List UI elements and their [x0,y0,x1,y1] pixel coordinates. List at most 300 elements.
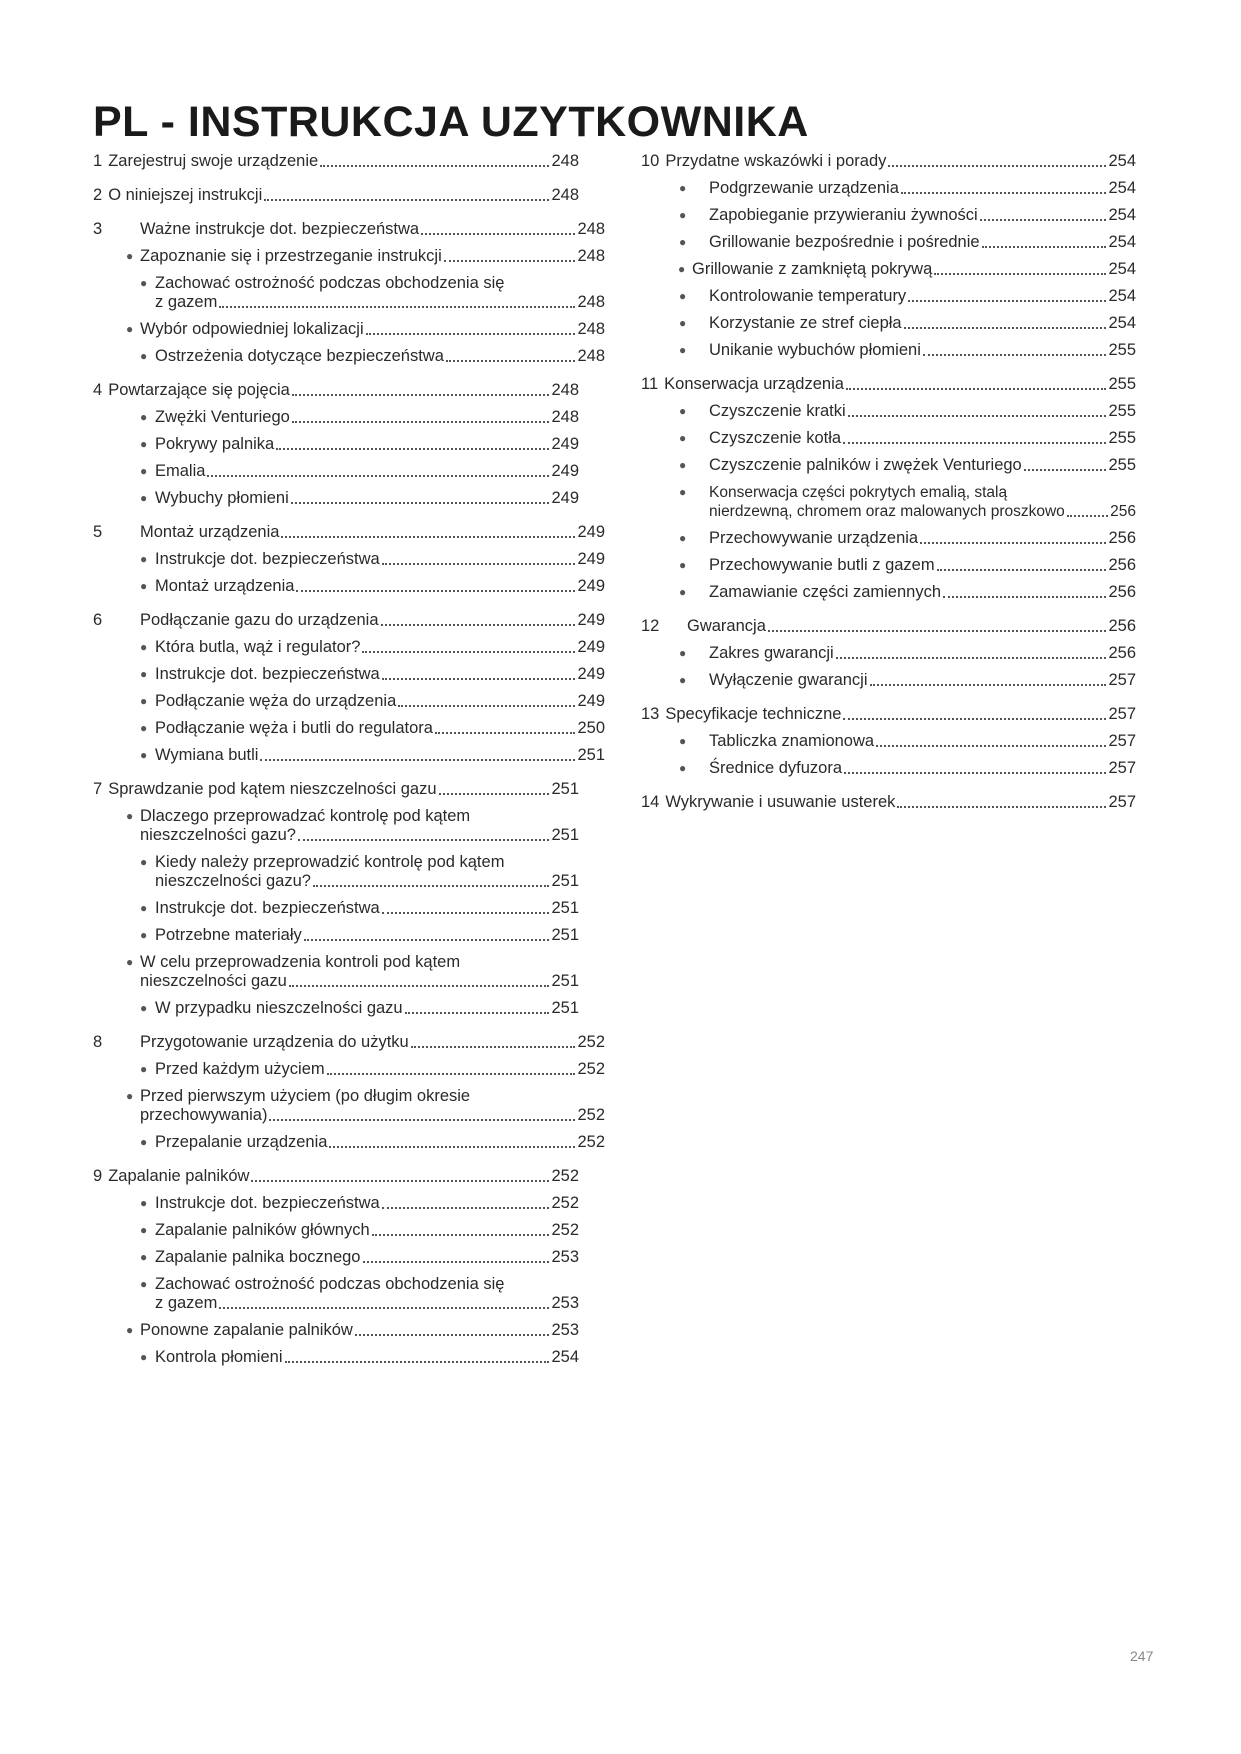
toc-section-number: 3 [93,220,103,238]
toc-page-number: 256 [1108,617,1136,635]
toc-subentry [93,999,579,1018]
toc-right-column [641,152,1136,827]
dot-leader [934,273,1106,275]
toc-page-number: 252 [551,1221,579,1239]
toc-subentry-line [126,1106,605,1125]
dot-leader [327,1073,576,1075]
toc-page-number: 252 [577,1106,605,1124]
bullet-icon: ● [140,349,148,363]
bullet-icon: ● [679,531,687,545]
toc-entry-label: Dlaczego przeprowadzać kontrolę pod kątem [140,807,471,825]
bullet-icon: ● [140,855,148,869]
toc-page-number: 255 [1108,341,1136,359]
toc-entry-label: Przepalanie urządzenia [155,1133,328,1151]
toc-page-number: 254 [1108,206,1136,224]
toc-section-heading [93,186,579,205]
toc-page-number: 252 [577,1060,605,1078]
bullet-icon: ● [140,640,148,654]
toc-entry-label: Tabliczka znamionowa [709,732,875,750]
dot-leader [281,536,575,538]
toc-section-heading [93,152,579,171]
dot-leader [382,912,550,914]
toc-section-heading [641,793,1136,812]
toc-page-number: 251 [551,972,579,990]
toc-subentry [641,402,1136,421]
dot-leader [843,718,1106,720]
bullet-icon: ● [679,558,687,572]
toc-page-number: 254 [1108,287,1136,305]
toc-subentry [641,260,1136,279]
toc-page-number: 248 [577,220,605,238]
toc-entry-label: Zakres gwarancji [709,644,834,662]
toc-page-number: 248 [551,186,579,204]
toc-page-number: 249 [577,611,605,629]
toc-subentry [641,644,1136,663]
toc-entry-label: Specyfikacje techniczne [665,705,842,723]
toc-section-number: 2 [93,186,103,204]
toc-entry-label: Średnice dyfuzora [709,759,842,777]
dot-leader [304,939,550,941]
toc-page-number: 253 [551,1294,579,1312]
toc-subentry [93,1321,579,1340]
bullet-icon: ● [126,1323,134,1337]
toc-entry-label: Emalia [155,462,206,480]
toc-entry-label: Konserwacja części pokrytych emalią, stalą [709,484,1008,501]
bullet-icon: ● [140,667,148,681]
toc-subentry [93,320,605,339]
toc-page-number: 249 [577,692,605,710]
dot-leader [372,1234,550,1236]
toc-subentry-line [679,483,1136,502]
toc-entry-label: Montaż urządzenia [140,523,280,541]
bullet-icon: ● [679,761,687,775]
toc-subentry [641,456,1136,475]
toc-entry-label: Zapalanie palników [108,1167,250,1185]
bullet-icon: ● [140,437,148,451]
toc-section-number: 8 [93,1033,103,1051]
toc-subentry-line [140,293,605,312]
toc-entry-label: Podgrzewanie urządzenia [709,179,899,197]
toc-subentry [93,807,579,845]
toc-entry-label: Ważne instrukcje dot. bezpieczeństwa [140,220,420,238]
toc-page-number: 252 [577,1033,605,1051]
toc-entry-label: Podłączanie gazu do urządzenia [140,611,379,629]
toc-entry-label: nieszczelności gazu [140,972,287,990]
toc-subentry [93,926,579,945]
toc-entry-label: Pokrywy palnika [155,435,275,453]
toc-section-number: 12 [641,617,660,635]
toc-entry-label: Zapobieganie przywieraniu żywności [709,206,978,224]
dot-leader [1067,515,1108,517]
toc-entry-label: O niniejszej instrukcji [108,186,263,204]
dot-leader [937,569,1107,571]
toc-page-number: 254 [551,1348,579,1366]
bullet-icon: ● [140,579,148,593]
toc-subentry-line [140,872,579,891]
toc-subentry [641,287,1136,306]
bullet-icon: ● [679,585,687,599]
toc-page-number: 256 [1108,644,1136,662]
dot-leader [382,1207,550,1209]
toc-page-number: 252 [551,1194,579,1212]
dot-leader [251,1180,549,1182]
toc-entry-label: Montaż urządzenia [155,577,295,595]
toc-section [93,1167,579,1367]
toc-subentry [93,577,605,596]
toc-page-number: 249 [577,638,605,656]
dot-leader [908,300,1106,302]
toc-entry-label: z gazem [155,1294,218,1312]
toc-section-heading [641,617,1136,636]
toc-section-heading [641,152,1136,171]
toc-page-number: 249 [577,577,605,595]
toc-entry-label: Czyszczenie palników i zwężek Venturiego [709,456,1022,474]
toc-section-number: 7 [93,780,103,798]
bullet-icon: ● [679,404,687,418]
toc-entry-label: Zapalanie palnika bocznego [155,1248,361,1266]
toc-subentry [93,1087,605,1125]
toc-section [93,1033,605,1152]
toc-entry-label: W przypadku nieszczelności gazu [155,999,403,1017]
toc-subentry-line [126,1087,605,1106]
toc-subentry-line [126,826,579,845]
bullet-icon: ● [140,491,148,505]
toc-entry-label: Ponowne zapalanie palników [140,1321,353,1339]
toc-subentry [93,274,605,312]
toc-subentry [93,1133,605,1152]
toc-page-number: 257 [1108,793,1136,811]
toc-page-number: 256 [1110,503,1136,520]
bullet-icon: ● [140,464,148,478]
toc-section [93,220,605,366]
bullet-icon: ● [140,901,148,915]
toc-subentry [93,347,605,366]
toc-subentry-line [140,853,579,872]
dot-leader [439,793,550,795]
toc-page-number: 256 [1108,556,1136,574]
toc-page-number: 254 [1108,260,1136,278]
dot-leader [446,360,576,362]
toc-entry-label: Wybuchy płomieni [155,489,289,507]
toc-section [641,152,1136,360]
toc-entry-label: Gwarancja [687,617,766,635]
toc-section [93,381,579,508]
toc-section-heading [93,1167,579,1186]
toc-entry-label: Wymiana butli [155,746,259,764]
toc-entry-label: Grillowanie bezpośrednie i pośrednie [709,233,980,251]
toc-page-number: 257 [1108,732,1136,750]
toc-subentry [93,692,605,711]
dot-leader [897,806,1106,808]
toc-page-number: 249 [577,665,605,683]
bullet-icon: ● [140,1250,148,1264]
toc-section-heading [93,381,579,400]
dot-leader [982,246,1107,248]
bullet-icon: ● [140,1135,148,1149]
bullet-icon: ● [679,431,687,445]
dot-leader [980,219,1107,221]
dot-leader [943,596,1106,598]
toc-subentry [641,529,1136,548]
toc-subentry [641,179,1136,198]
bullet-icon: ● [678,262,686,276]
toc-section-number: 6 [93,611,103,629]
dot-leader [381,624,576,626]
toc-section [93,611,605,765]
toc-page-number: 256 [1108,583,1136,601]
toc-subentry [641,732,1136,751]
dot-leader [398,705,575,707]
dot-leader [219,1307,549,1309]
toc-page-number: 248 [551,152,579,170]
bullet-icon: ● [140,721,148,735]
bullet-icon: ● [140,1196,148,1210]
dot-leader [289,985,550,987]
toc-entry-label: W celu przeprowadzenia kontroli pod kątem [140,953,461,971]
toc-section [93,152,579,171]
toc-page-number: 251 [577,746,605,764]
dot-leader [207,475,549,477]
dot-leader [435,732,576,734]
toc-section-heading [641,375,1136,394]
toc-entry-label: Korzystanie ze stref ciepła [709,314,902,332]
toc-entry-label: Sprawdzanie pod kątem nieszczelności gazu [108,780,437,798]
dot-leader [904,327,1107,329]
bullet-icon: ● [679,673,687,687]
bullet-icon: ● [140,410,148,424]
toc-page-number: 253 [551,1321,579,1339]
toc-entry-label: nierdzewną, chromem oraz malowanych proszkowo [709,503,1065,520]
toc-entry-label: Zamawianie części zamiennych [709,583,942,601]
dot-leader [901,192,1107,194]
toc-subentry [93,719,605,738]
toc-entry-label: Instrukcje dot. bezpieczeństwa [155,899,380,917]
toc-section [93,780,579,1018]
toc-section [641,617,1136,690]
toc-page-number: 250 [577,719,605,737]
toc-subentry [93,489,579,508]
dot-leader [292,421,550,423]
toc-page-number: 248 [551,381,579,399]
toc-entry-label: Czyszczenie kotła [709,429,842,447]
toc-page-number: 255 [1108,456,1136,474]
toc-page-number: 248 [577,347,605,365]
dot-leader [366,333,576,335]
dot-leader [923,354,1107,356]
toc-section-heading [93,220,605,239]
toc-entry-label: Która butla, wąż i regulator? [155,638,361,656]
toc-subentry [641,556,1136,575]
toc-page-number: 251 [551,926,579,944]
toc-entry-label: Wykrywanie i usuwanie usterek [665,793,896,811]
toc-page-number: 254 [1108,314,1136,332]
toc-entry-label: Zapalanie palników głównych [155,1221,370,1239]
toc-subentry [93,247,605,266]
dot-leader [844,772,1106,774]
dot-leader [363,1261,550,1263]
bullet-icon: ● [140,928,148,942]
toc-entry-label: Przydatne wskazówki i porady [665,152,887,170]
toc-entry-label: nieszczelności gazu? [155,872,311,890]
dot-leader [920,542,1106,544]
bullet-icon: ● [126,809,134,823]
toc-subentry-line [679,502,1136,521]
dot-leader [846,388,1107,390]
toc-page-number: 252 [577,1133,605,1151]
toc-subentry [641,429,1136,448]
toc-entry-label: Kontrolowanie temperatury [709,287,907,305]
bullet-icon: ● [126,322,134,336]
toc-section-heading [93,780,579,799]
toc-subentry [641,483,1136,521]
dot-leader [870,684,1107,686]
dot-leader [444,260,576,262]
toc-subentry [641,341,1136,360]
toc-page-number: 256 [1108,529,1136,547]
toc-subentry-line [126,953,579,972]
toc-section-number: 13 [641,705,660,723]
dot-leader [291,502,550,504]
page-number: 247 [1130,1648,1154,1664]
dot-leader [888,165,1106,167]
bullet-icon: ● [140,1350,148,1364]
toc-entry-label: Grillowanie z zamkniętą pokrywą [692,260,933,278]
toc-section-number: 9 [93,1167,103,1185]
toc-entry-label: Instrukcje dot. bezpieczeństwa [155,1194,380,1212]
dot-leader [411,1046,576,1048]
toc-page-number: 252 [551,1167,579,1185]
toc-page-number: 249 [577,523,605,541]
dot-leader [362,651,575,653]
toc-page-number: 257 [1108,671,1136,689]
toc-subentry [93,1348,579,1367]
dot-leader [292,394,550,396]
bullet-icon: ● [140,1062,148,1076]
dot-leader [264,199,549,201]
bullet-icon: ● [140,1001,148,1015]
toc-section-number: 4 [93,381,103,399]
toc-entry-label: Wybór odpowiedniej lokalizacji [140,320,364,338]
toc-entry-label: Instrukcje dot. bezpieczeństwa [155,550,380,568]
toc-subentry-line [126,972,579,991]
toc-entry-label: Unikanie wybuchów płomieni [709,341,921,359]
toc-entry-label: Kiedy należy przeprowadzić kontrolę pod kątem [155,853,505,871]
toc-page-number: 255 [1108,375,1136,393]
toc-subentry [641,759,1136,778]
toc-section-number: 5 [93,523,103,541]
dot-leader [260,759,575,761]
toc-page-number: 249 [551,489,579,507]
toc-section-heading [93,1033,605,1052]
bullet-icon: ● [126,955,134,969]
toc-page-number: 249 [551,462,579,480]
toc-entry-label: Wyłączenie gwarancji [709,671,868,689]
dot-leader [421,233,575,235]
bullet-icon: ● [126,1089,134,1103]
toc-section [93,186,579,205]
dot-leader [313,885,550,887]
toc-entry-label: Przechowywanie butli z gazem [709,556,935,574]
toc-subentry [93,1221,579,1240]
bullet-icon: ● [679,235,687,249]
toc-entry-label: Zapoznanie się i przestrzeganie instrukcji [140,247,442,265]
toc-subentry [93,435,579,454]
dot-leader [405,1012,550,1014]
dot-leader [320,165,549,167]
toc-page-number: 254 [1108,233,1136,251]
dot-leader [269,1119,575,1121]
bullet-icon: ● [140,552,148,566]
bullet-icon: ● [140,1277,148,1291]
toc-entry-label: Zwężki Venturiego [155,408,290,426]
toc-page-number: 253 [551,1248,579,1266]
toc-entry-label: Instrukcje dot. bezpieczeństwa [155,665,380,683]
bullet-icon: ● [679,208,687,222]
dot-leader [276,448,549,450]
toc-subentry [93,1275,579,1313]
toc-entry-label: Podłączanie węża do urządzenia [155,692,397,710]
dot-leader [355,1334,550,1336]
toc-section-heading [93,523,605,542]
toc-subentry-line [140,1275,579,1294]
toc-subentry [93,1060,605,1079]
toc-page-number: 254 [1108,179,1136,197]
bullet-icon: ● [140,694,148,708]
toc-page-number: 257 [1108,705,1136,723]
toc-entry-label: Potrzebne materiały [155,926,302,944]
toc-section [93,523,605,596]
toc-section-heading [93,611,605,630]
toc-page-number: 248 [551,408,579,426]
dot-leader [843,442,1106,444]
toc-subentry [641,583,1136,602]
toc-page-number: 255 [1108,429,1136,447]
toc-section-number: 1 [93,152,103,170]
dot-leader [329,1146,575,1148]
toc-subentry-line [140,1294,579,1313]
bullet-icon: ● [140,276,148,290]
toc-entry-label: przechowywania) [140,1106,268,1124]
toc-subentry [93,550,605,569]
toc-section [641,375,1136,602]
toc-page-number: 249 [551,435,579,453]
toc-section [641,705,1136,778]
bullet-icon: ● [126,249,134,263]
toc-page-number: 257 [1108,759,1136,777]
toc-page-number: 248 [577,320,605,338]
toc-page-number: 251 [551,826,579,844]
bullet-icon: ● [679,485,687,499]
dot-leader [876,745,1106,747]
toc-page-number: 255 [1108,402,1136,420]
bullet-icon: ● [140,748,148,762]
dot-leader [768,630,1107,632]
dot-leader [285,1361,550,1363]
bullet-icon: ● [140,1223,148,1237]
toc-entry-label: Przygotowanie urządzenia do użytku [140,1033,409,1051]
toc-page-number: 251 [551,872,579,890]
toc-entry-label: Zachować ostrożność podczas obchodzenia się [155,1275,505,1293]
toc-entry-label: Konserwacja urządzenia [664,375,844,393]
dot-leader [1024,469,1107,471]
toc-subentry [641,671,1136,690]
page-title: PL - INSTRUKCJA UZYTKOWNIKA [93,98,809,146]
toc-section-heading [641,705,1136,724]
toc-entry-label: Kontrola płomieni [155,1348,283,1366]
toc-section [641,793,1136,812]
dot-leader [298,839,550,841]
toc-page-number: 251 [551,999,579,1017]
